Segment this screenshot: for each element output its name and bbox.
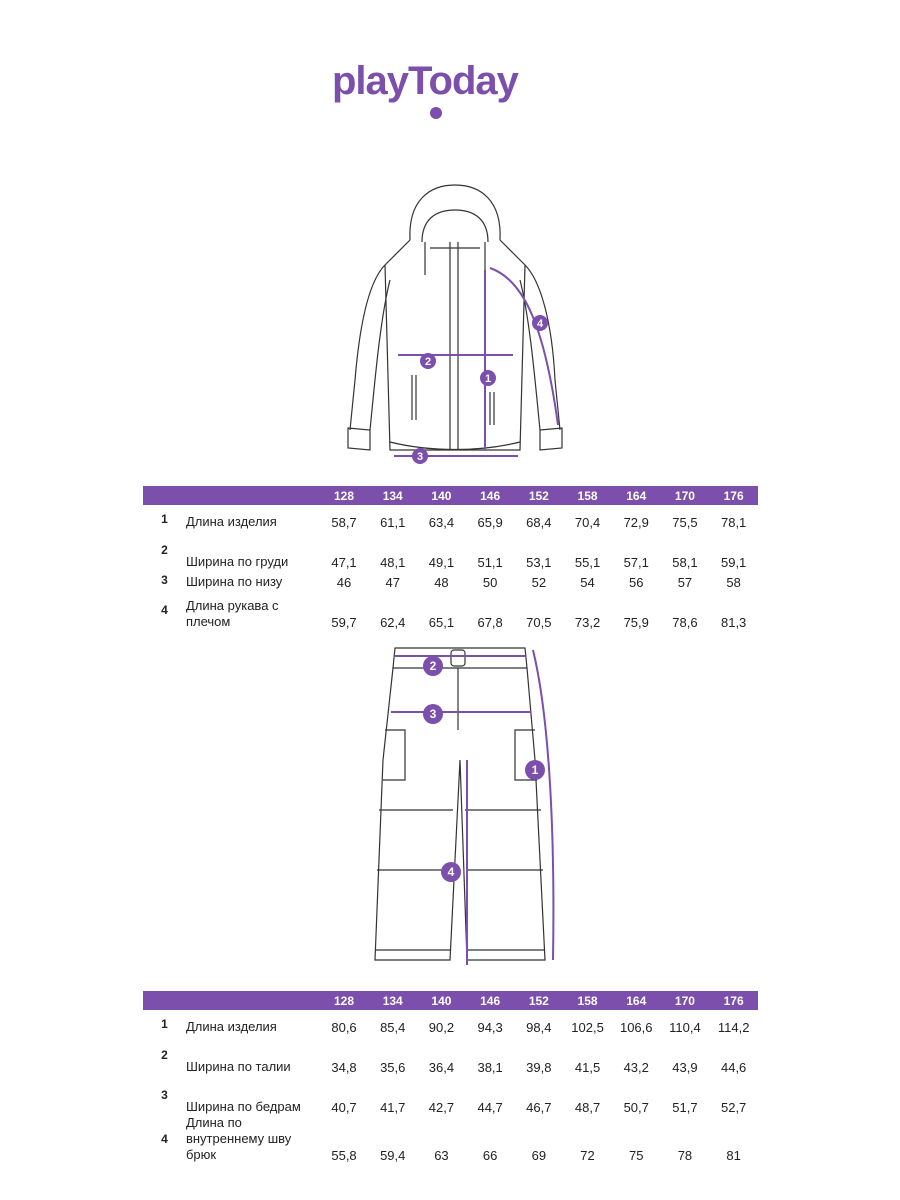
cell-value: 39,8	[526, 1060, 552, 1075]
size-158: 158	[577, 993, 598, 1008]
pants-sketch	[355, 640, 565, 980]
cell-value: 47,1	[331, 555, 357, 570]
size-158: 158	[577, 488, 598, 503]
cell-value: 38,1	[477, 1060, 503, 1075]
cell-value: 72,9	[623, 515, 649, 530]
cell-value: 90,2	[428, 1020, 455, 1035]
cell-value: 62,4	[380, 615, 406, 630]
cell-value: 75,5	[672, 515, 698, 530]
cell-value: 49,1	[428, 555, 455, 570]
size-152: 152	[528, 993, 549, 1008]
cell-value: 81	[726, 1148, 741, 1163]
size-170: 170	[674, 488, 695, 503]
cell-value: 47	[385, 575, 400, 590]
size-146: 146	[480, 488, 501, 503]
row-number: 3	[161, 573, 168, 587]
cell-value: 98,4	[526, 1020, 552, 1035]
cell-value: 52,7	[720, 1100, 747, 1115]
cell-value: 48	[434, 575, 449, 590]
size-164: 164	[626, 488, 647, 503]
row-number: 2	[161, 543, 168, 557]
cell-value: 58,1	[672, 555, 698, 570]
cell-value: 55,8	[331, 1148, 357, 1163]
table-row	[143, 590, 758, 630]
size-128: 128	[334, 993, 355, 1008]
cell-value: 72	[580, 1148, 595, 1163]
cell-value: 69	[531, 1148, 547, 1163]
size-140: 140	[431, 488, 452, 503]
size-164: 164	[626, 993, 647, 1008]
cell-value: 75	[629, 1148, 644, 1163]
cell-value: 44,6	[720, 1060, 747, 1075]
cell-value: 110,4	[669, 1020, 701, 1035]
cell-value: 106,6	[619, 1020, 653, 1035]
cell-value: 57,1	[623, 555, 649, 570]
pants-table-header	[143, 991, 758, 1010]
jacket-size-table	[143, 486, 758, 630]
cell-value: 51,7	[672, 1100, 698, 1115]
cell-value: 51,1	[477, 555, 503, 570]
cell-value: 58	[726, 575, 741, 590]
cell-value: 68,4	[526, 515, 552, 530]
cell-value: 58,7	[331, 515, 357, 530]
cell-value: 66	[482, 1148, 498, 1163]
pants-marker-2: 2	[429, 659, 437, 673]
cell-value: 50,7	[623, 1100, 649, 1115]
cell-value: 59,1	[720, 555, 747, 570]
cell-value: 61,1	[380, 515, 406, 530]
cell-value: 48,1	[380, 555, 406, 570]
cell-value: 114,2	[717, 1020, 750, 1035]
cell-value: 81,3	[720, 615, 747, 630]
row-number: 2	[161, 1048, 168, 1062]
cell-value: 63	[434, 1148, 449, 1163]
pants-marker-4: 4	[447, 865, 455, 879]
row-label: Ширина по талии	[185, 1059, 291, 1074]
size-146: 146	[480, 993, 501, 1008]
cell-value: 40,7	[331, 1100, 357, 1115]
size-170: 170	[674, 993, 695, 1008]
cell-value: 34,8	[331, 1060, 357, 1075]
row-label: Ширина по груди	[185, 554, 289, 569]
cell-value: 67,8	[477, 615, 503, 630]
cell-value: 48,7	[574, 1100, 601, 1115]
cell-value: 42,7	[428, 1100, 455, 1115]
table-row	[143, 1035, 758, 1075]
cell-value: 59,7	[331, 615, 357, 630]
cell-value: 102,5	[571, 1020, 604, 1035]
size-176: 176	[723, 993, 744, 1008]
cell-value: 52	[531, 575, 547, 590]
cell-value: 55,1	[574, 555, 601, 570]
row-label: Длина по внутреннему шву брюк	[185, 1115, 292, 1162]
cell-value: 75,9	[623, 615, 649, 630]
cell-value: 70,5	[526, 615, 552, 630]
svg-text:playToday: playToday	[332, 59, 518, 103]
cell-value: 65,1	[428, 615, 455, 630]
cell-value: 46	[336, 575, 352, 590]
row-number: 1	[161, 512, 168, 526]
jacket-sketch	[330, 180, 580, 470]
size-152: 152	[528, 488, 549, 503]
jacket-marker-1: 1	[484, 373, 492, 385]
size-134: 134	[382, 993, 403, 1008]
table-row	[143, 570, 758, 590]
row-label: Ширина по бедрам	[185, 1099, 301, 1114]
cell-value: 46,7	[526, 1100, 552, 1115]
cell-value: 78,6	[672, 615, 698, 630]
cell-value: 65,9	[477, 515, 503, 530]
row-number: 1	[161, 1017, 168, 1031]
cell-value: 63,4	[428, 515, 455, 530]
size-140: 140	[431, 993, 452, 1008]
cell-value: 80,6	[331, 1020, 357, 1035]
cell-value: 44,7	[477, 1100, 503, 1115]
size-128: 128	[334, 488, 355, 503]
jacket-table-header	[143, 486, 758, 505]
row-number: 4	[161, 1132, 168, 1146]
pants-size-table	[143, 991, 758, 1163]
row-label: Длина изделия	[185, 1019, 277, 1034]
cell-value: 35,6	[380, 1060, 406, 1075]
cell-value: 70,4	[574, 515, 601, 530]
row-number: 3	[161, 1088, 168, 1102]
cell-value: 56	[629, 575, 644, 590]
cell-value: 54	[580, 575, 595, 590]
pants-marker-1: 1	[531, 763, 539, 777]
cell-value: 85,4	[380, 1020, 406, 1035]
cell-value: 94,3	[477, 1020, 503, 1035]
size-134: 134	[382, 488, 403, 503]
brand-logo	[330, 56, 570, 126]
table-row	[143, 1013, 758, 1035]
cell-value: 78,1	[720, 515, 747, 530]
size-176: 176	[723, 488, 744, 503]
jacket-marker-4: 4	[536, 318, 544, 330]
cell-value: 43,2	[623, 1060, 649, 1075]
cell-value: 41,7	[380, 1100, 406, 1115]
row-label: Длина изделия	[185, 514, 277, 529]
cell-value: 59,4	[380, 1148, 406, 1163]
table-row	[143, 530, 758, 570]
row-number: 4	[161, 603, 168, 617]
cell-value: 78	[677, 1148, 693, 1163]
row-label: Ширина по низу	[185, 574, 283, 589]
cell-value: 73,2	[574, 615, 601, 630]
jacket-marker-3: 3	[416, 451, 424, 463]
cell-value: 57	[677, 575, 693, 590]
cell-value: 36,4	[428, 1060, 455, 1075]
cell-value: 41,5	[574, 1060, 601, 1075]
row-label: Длина рукава с плечом	[185, 598, 279, 629]
table-row	[143, 1075, 758, 1115]
table-row	[143, 508, 758, 530]
pants-marker-3: 3	[429, 707, 437, 721]
table-row	[143, 1115, 758, 1163]
cell-value: 53,1	[526, 555, 552, 570]
cell-value: 43,9	[672, 1060, 698, 1075]
jacket-marker-2: 2	[424, 356, 432, 368]
cell-value: 50	[482, 575, 498, 590]
